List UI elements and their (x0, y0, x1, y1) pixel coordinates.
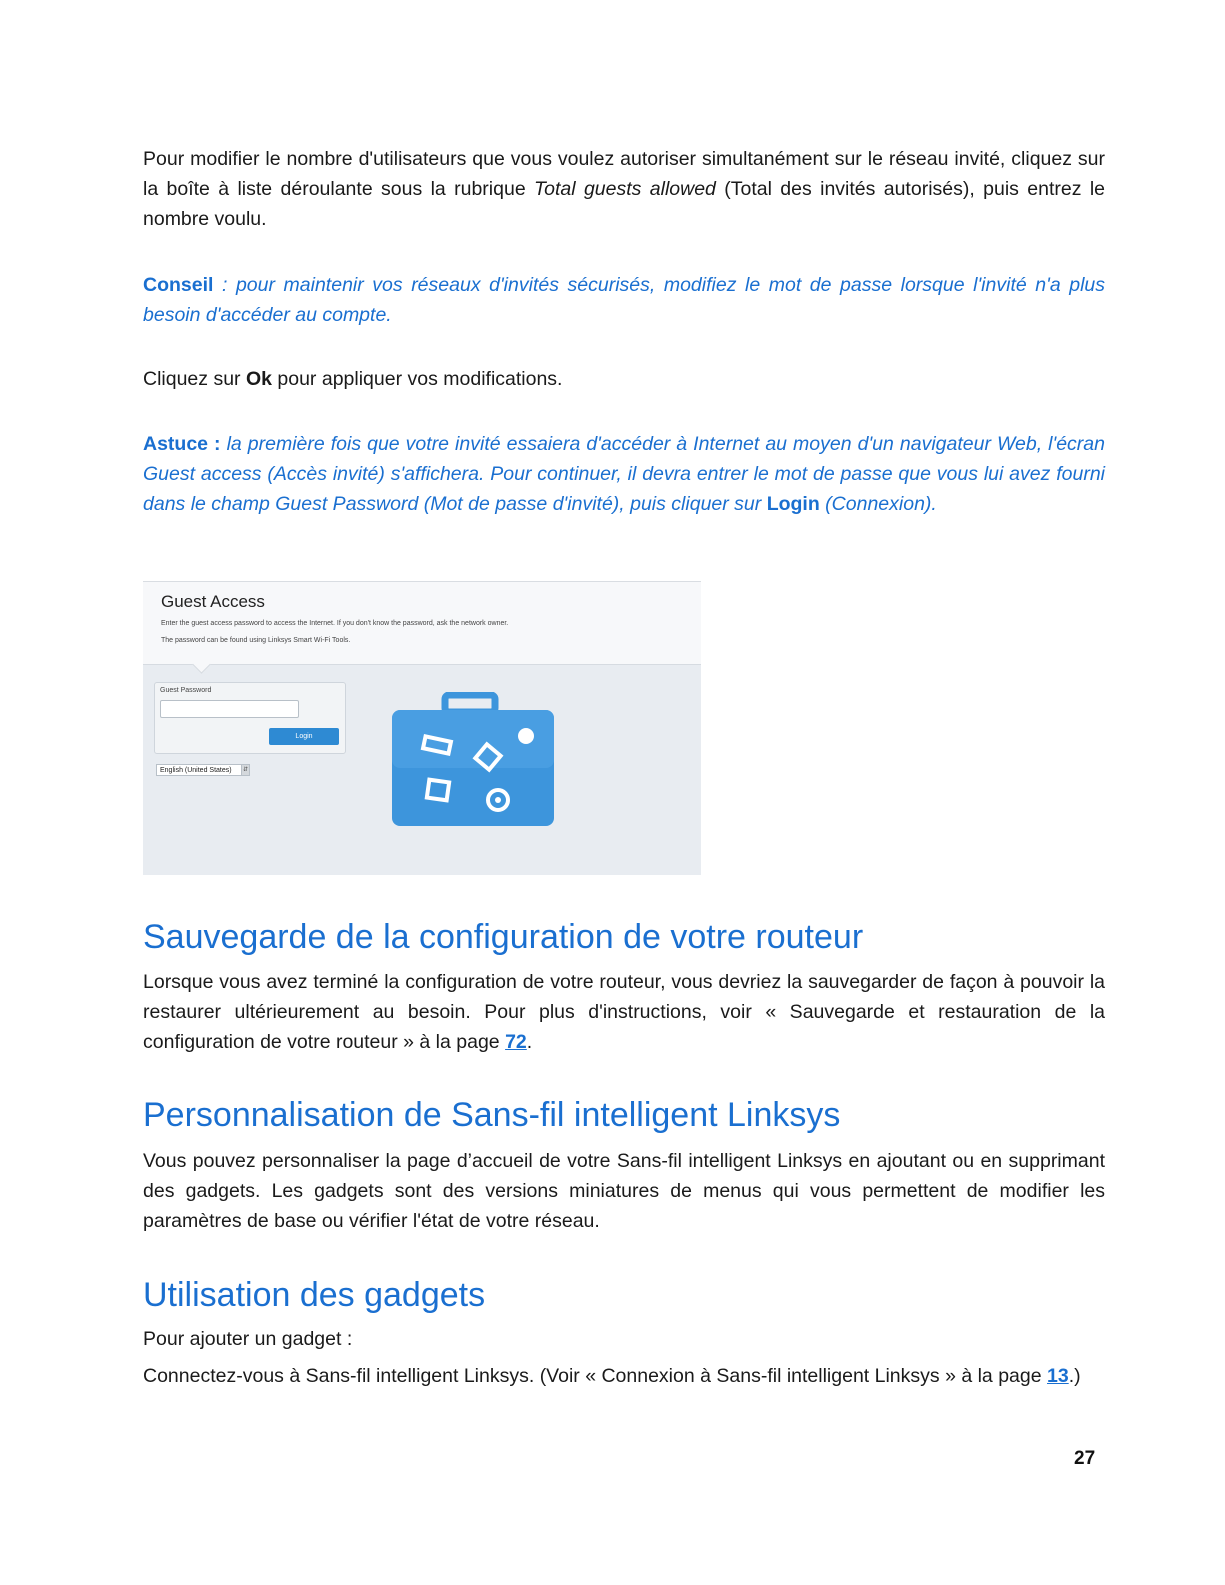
suitcase-icon (388, 692, 558, 827)
page-72-link[interactable]: 72 (505, 1031, 527, 1053)
screenshot-line-2: The password can be found using Linksys Smart Wi-Fi Tools. (161, 637, 351, 644)
select-arrow-icon: ⇵ (241, 764, 250, 776)
backup-text-end: . (526, 1031, 533, 1053)
language-select[interactable] (156, 764, 250, 776)
login-instruction-text: Connectez-vous à Sans-fil intelligent Linksys. (Voir « Connexion à Sans-fil intelligent Linksys » à la page (143, 1365, 1047, 1387)
para2-text-before: Cliquez sur (143, 368, 246, 390)
tip-conseil (143, 270, 1105, 330)
guest-access-screenshot (143, 581, 701, 875)
tip-astuce-emphasis: Guest access (143, 463, 262, 485)
paragraph-personalization: Vous pouvez personnaliser la page d’accueil de votre Sans-fil intelligent Linksys en ajoutant ou en supprimant des gadgets. Les gadgets sont des versions miniatures de menus qui vous permettent de modifier les paramètres de base ou vérifier l'état de votre réseau. (143, 1150, 1105, 1232)
guest-password-input[interactable] (160, 700, 299, 718)
guest-password-panel (154, 682, 346, 754)
heading-personalization: Personnalisation de Sans-fil intelligent Linksys (143, 1096, 841, 1134)
para1-emphasis: Total guests allowed (534, 178, 716, 200)
language-value: English (United States) (160, 767, 232, 774)
para1-text-before: Pour modifier le nombre d'utilisateurs que vous voulez autoriser simultanément sur le réseau invité, cliquez sur la boîte à liste déroulante sous la rubrique (143, 148, 1105, 200)
paragraph-login-instruction (143, 1361, 1105, 1391)
para1-text-after: (Total des invités autorisés), puis entrez le nombre voulu. (143, 178, 1106, 230)
heading-gadgets: Utilisation des gadgets (143, 1276, 486, 1314)
paragraph-guest-limit (143, 144, 1105, 234)
login-instruction-end: .) (1068, 1365, 1081, 1387)
page-13-link[interactable]: 13 (1047, 1365, 1069, 1387)
paragraph-add-gadget-intro: Pour ajouter un gadget : (143, 1328, 353, 1350)
backup-text: Lorsque vous avez terminé la configuration de votre routeur, vous devriez la sauvegarder de façon à pouvoir la restaurer ultérieurement au besoin. Pour plus d'instructions, voir « Sauvegarde et restauration de la configuration de votre routeur » à la page (143, 971, 1105, 1053)
tip-astuce-text-3: (Connexion). (819, 493, 937, 515)
page-number: 27 (1074, 1448, 1096, 1469)
heading-backup: Sauvegarde de la configuration de votre routeur (143, 918, 864, 956)
tip-astuce-text-1: la première fois que votre invité essaiera d'accéder à Internet au moyen d'un navigateur Web, l'écran (220, 433, 1105, 455)
paragraph-backup (143, 967, 1105, 1057)
login-button[interactable]: Login (269, 728, 339, 745)
tip-astuce-text-2: (Accès invité) s'affichera. Pour continuer, il devra entrer le mot de passe que vous lui avez fourni dans le champ Guest Password (Mot de passe d'invité), puis cliquer sur (143, 463, 1105, 515)
para2-text-after: pour appliquer vos modifications. (271, 368, 563, 390)
tip-conseil-label: Conseil (143, 274, 214, 296)
screenshot-line-1: Enter the guest access password to access the Internet. If you don't know the password, ask the network owner. (161, 620, 509, 627)
ok-label: Ok (245, 368, 272, 390)
tip-conseil-text: : pour maintenir vos réseaux d'invités sécurisés, modifiez le mot de passe lorsque l'invité n'a plus besoin d'accéder au compte. (143, 274, 1105, 326)
tip-astuce (143, 429, 1105, 519)
screenshot-title: Guest Access (161, 592, 265, 611)
tip-astuce-label: Astuce : (143, 433, 221, 455)
paragraph-click-ok (143, 364, 1105, 394)
guest-password-label: Guest Password (160, 687, 212, 694)
tip-astuce-login: Login (766, 493, 820, 515)
